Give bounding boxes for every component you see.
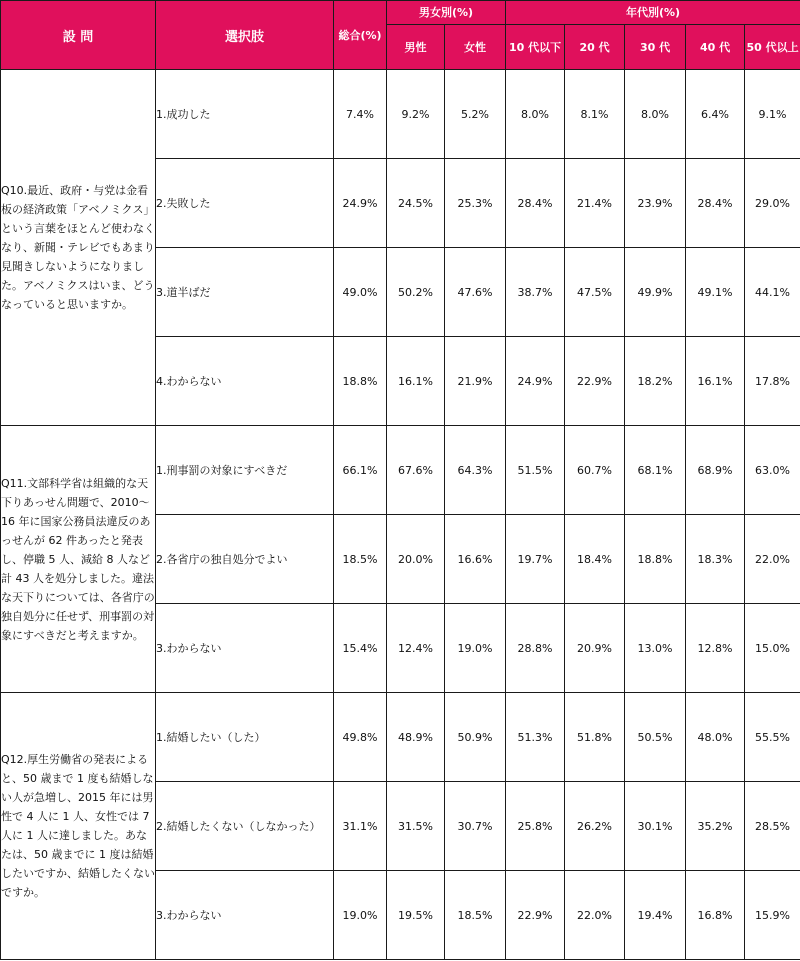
age-10-value: 28.4% (506, 159, 565, 248)
female-column-header: 女性 (445, 25, 506, 70)
age-20-value: 21.4% (565, 159, 625, 248)
option-label: 1.成功した (156, 70, 334, 159)
female-value: 64.3% (445, 426, 506, 515)
question-text: Q10.最近、政府・与党は金看板の経済政策「アベノミクス」という言葉をほとんど使わなくなり、新聞・テレビでもあまり見聞きしないようになりました。アベノミクスはいま、どうなっていると思いますか。 (1, 70, 156, 426)
age-10-value: 8.0% (506, 70, 565, 159)
total-value: 15.4% (334, 604, 387, 693)
question-text: Q12.厚生労働省の発表によると、50 歳まで 1 度も結婚しない人が急増し、2015 年には男性で 4 人に 1 人、女性では 7 人に 1 人に達しました。あなたは、50 歳までに 1 度は結婚したいですか、結婚したくないですか。 (1, 693, 156, 960)
age-10-value: 51.3% (506, 693, 565, 782)
age-50-value: 22.0% (745, 515, 800, 604)
male-value: 19.5% (387, 871, 445, 960)
option-column-header: 選択肢 (156, 1, 334, 70)
option-label: 1.結婚したい（した） (156, 693, 334, 782)
table-row (1, 426, 800, 515)
question-text: Q11.文部科学省は組織的な天下りあっせん問題で、2010〜16 年に国家公務員法違反のあっせんが 62 件あったと発表し、停職 5 人、減給 8 人など計 43 人を処分しました。違法な天下りについては、各省庁の独自処分に任せず、刑事罰の対象にすべきだと考えますか。 (1, 426, 156, 693)
age-50-value: 17.8% (745, 337, 800, 426)
age-group-header: 年代別(%) (506, 1, 800, 25)
age-30-column-header: 30 代 (625, 25, 686, 70)
age-30-value: 23.9% (625, 159, 686, 248)
age-20-column-header: 20 代 (565, 25, 625, 70)
female-value: 19.0% (445, 604, 506, 693)
female-value: 47.6% (445, 248, 506, 337)
age-50-value: 29.0% (745, 159, 800, 248)
age-10-value: 24.9% (506, 337, 565, 426)
age-10-value: 51.5% (506, 426, 565, 515)
age-30-value: 8.0% (625, 70, 686, 159)
female-value: 50.9% (445, 693, 506, 782)
male-value: 9.2% (387, 70, 445, 159)
age-10-column-header: 10 代以下 (506, 25, 565, 70)
age-40-value: 18.3% (686, 515, 745, 604)
gender-group-header: 男女別(%) (387, 1, 506, 25)
female-value: 5.2% (445, 70, 506, 159)
option-label: 3.わからない (156, 871, 334, 960)
total-value: 24.9% (334, 159, 387, 248)
age-40-value: 16.8% (686, 871, 745, 960)
male-value: 12.4% (387, 604, 445, 693)
age-30-value: 18.8% (625, 515, 686, 604)
age-10-value: 25.8% (506, 782, 565, 871)
age-20-value: 26.2% (565, 782, 625, 871)
total-value: 49.8% (334, 693, 387, 782)
header-row-top (1, 1, 800, 25)
age-40-value: 68.9% (686, 426, 745, 515)
female-value: 16.6% (445, 515, 506, 604)
table-row (1, 70, 800, 159)
male-value: 24.5% (387, 159, 445, 248)
age-50-value: 9.1% (745, 70, 800, 159)
option-label: 2.失敗した (156, 159, 334, 248)
age-50-value: 28.5% (745, 782, 800, 871)
age-50-value: 15.0% (745, 604, 800, 693)
age-20-value: 22.0% (565, 871, 625, 960)
female-value: 18.5% (445, 871, 506, 960)
age-30-value: 30.1% (625, 782, 686, 871)
total-value: 19.0% (334, 871, 387, 960)
age-30-value: 49.9% (625, 248, 686, 337)
total-value: 66.1% (334, 426, 387, 515)
total-value: 49.0% (334, 248, 387, 337)
total-value: 7.4% (334, 70, 387, 159)
option-label: 3.道半ばだ (156, 248, 334, 337)
option-label: 1.刑事罰の対象にすべきだ (156, 426, 334, 515)
option-label: 3.わからない (156, 604, 334, 693)
female-value: 30.7% (445, 782, 506, 871)
age-10-value: 22.9% (506, 871, 565, 960)
option-label: 2.結婚したくない（しなかった） (156, 782, 334, 871)
male-value: 48.9% (387, 693, 445, 782)
male-value: 67.6% (387, 426, 445, 515)
age-20-value: 20.9% (565, 604, 625, 693)
age-40-value: 49.1% (686, 248, 745, 337)
age-20-value: 51.8% (565, 693, 625, 782)
age-50-value: 15.9% (745, 871, 800, 960)
age-10-value: 38.7% (506, 248, 565, 337)
age-40-value: 28.4% (686, 159, 745, 248)
option-label: 4.わからない (156, 337, 334, 426)
age-50-value: 44.1% (745, 248, 800, 337)
age-30-value: 68.1% (625, 426, 686, 515)
age-40-column-header: 40 代 (686, 25, 745, 70)
age-20-value: 8.1% (565, 70, 625, 159)
table-row (1, 693, 800, 782)
age-50-value: 63.0% (745, 426, 800, 515)
age-40-value: 12.8% (686, 604, 745, 693)
age-30-value: 13.0% (625, 604, 686, 693)
age-40-value: 6.4% (686, 70, 745, 159)
male-column-header: 男性 (387, 25, 445, 70)
total-column-header: 総合(%) (334, 1, 387, 70)
age-20-value: 22.9% (565, 337, 625, 426)
age-40-value: 48.0% (686, 693, 745, 782)
male-value: 20.0% (387, 515, 445, 604)
age-40-value: 16.1% (686, 337, 745, 426)
total-value: 31.1% (334, 782, 387, 871)
age-20-value: 60.7% (565, 426, 625, 515)
question-column-header: 設 問 (1, 1, 156, 70)
total-value: 18.5% (334, 515, 387, 604)
age-50-column-header: 50 代以上 (745, 25, 800, 70)
age-50-value: 55.5% (745, 693, 800, 782)
age-20-value: 18.4% (565, 515, 625, 604)
age-30-value: 19.4% (625, 871, 686, 960)
age-20-value: 47.5% (565, 248, 625, 337)
option-label: 2.各省庁の独自処分でよい (156, 515, 334, 604)
female-value: 25.3% (445, 159, 506, 248)
female-value: 21.9% (445, 337, 506, 426)
age-10-value: 19.7% (506, 515, 565, 604)
male-value: 16.1% (387, 337, 445, 426)
male-value: 50.2% (387, 248, 445, 337)
age-30-value: 50.5% (625, 693, 686, 782)
age-40-value: 35.2% (686, 782, 745, 871)
total-value: 18.8% (334, 337, 387, 426)
male-value: 31.5% (387, 782, 445, 871)
age-30-value: 18.2% (625, 337, 686, 426)
age-10-value: 28.8% (506, 604, 565, 693)
